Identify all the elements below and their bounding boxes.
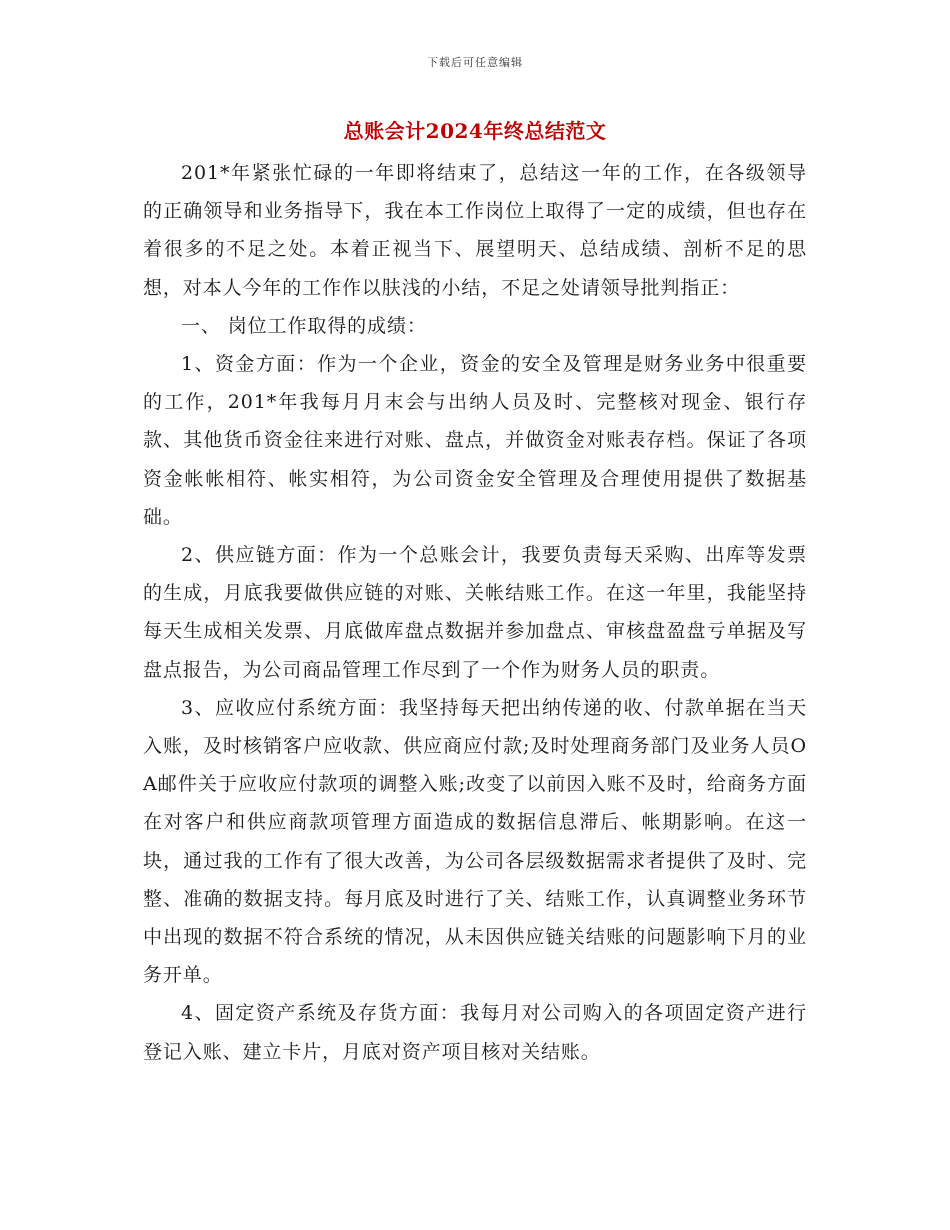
intro-paragraph: 201*年紧张忙碌的一年即将结束了，总结这一年的工作，在各级领导的正确领导和业务指导下，我在本工作岗位上取得了一定的成绩，但也存在着很多的不足之处。本着正视当下、展望明天、总结成绩、剖析不足的思想，对本人今年的工作作以肤浅的小结，不足之处请领导批判指正： xyxy=(143,162,807,299)
paragraph-receivables-payables: 3、应收应付系统方面：我坚持每天把出纳传递的收、付款单据在当天入账，及时核销客户应收款、供应商应付款;及时处理商务部门及业务人员OA邮件关于应收应付款项的调整入账;改变了以前因入账不及时，给商务方面在对客户和供应商款项管理方面造成的数据信息滞后、帐期影响。在这一块，通过我的工作有了很大改善，为公司各层级数据需求者提供了及时、完整、准确的数据支持。每月底及时进行了关、结账工作，认真调整业务环节中出现的数据不符合系统的情况，从未因供应链关结账的问题影响下月的业务开单。 xyxy=(143,696,807,987)
paragraph-funds: 1、资金方面：作为一个企业，资金的安全及管理是财务业务中很重要的工作，201*年我每月月末会与出纳人员及时、完整核对现金、银行存款、其他货币资金往来进行对账、盘点，并做资金对账表存档。保证了各项资金帐帐相符、帐实相符，为公司资金安全管理及合理使用提供了数据基础。 xyxy=(143,353,807,528)
document-title: 总账会计2024年终总结范文 xyxy=(343,119,607,143)
paragraph-supply-chain: 2、供应链方面：作为一个总账会计，我要负责每天采购、出库等发票的生成，月底我要做供应链的对账、关帐结账工作。在这一年里，我能坚持每天生成相关发票、月底做库盘点数据并参加盘点、审核盘盈盘亏单据及写盘点报告，为公司商品管理工作尽到了一个作为财务人员的职责。 xyxy=(143,544,807,681)
document-body xyxy=(143,154,807,1071)
section-heading: 一、 岗位工作取得的成绩： xyxy=(181,314,427,337)
paragraph-fixed-assets: 4、固定资产系统及存货方面：我每月对公司购入的各项固定资产进行登记入账、建立卡片，月底对资产项目核对关结账。 xyxy=(143,1002,807,1063)
header-note: 下载后可任意编辑 xyxy=(427,56,523,69)
